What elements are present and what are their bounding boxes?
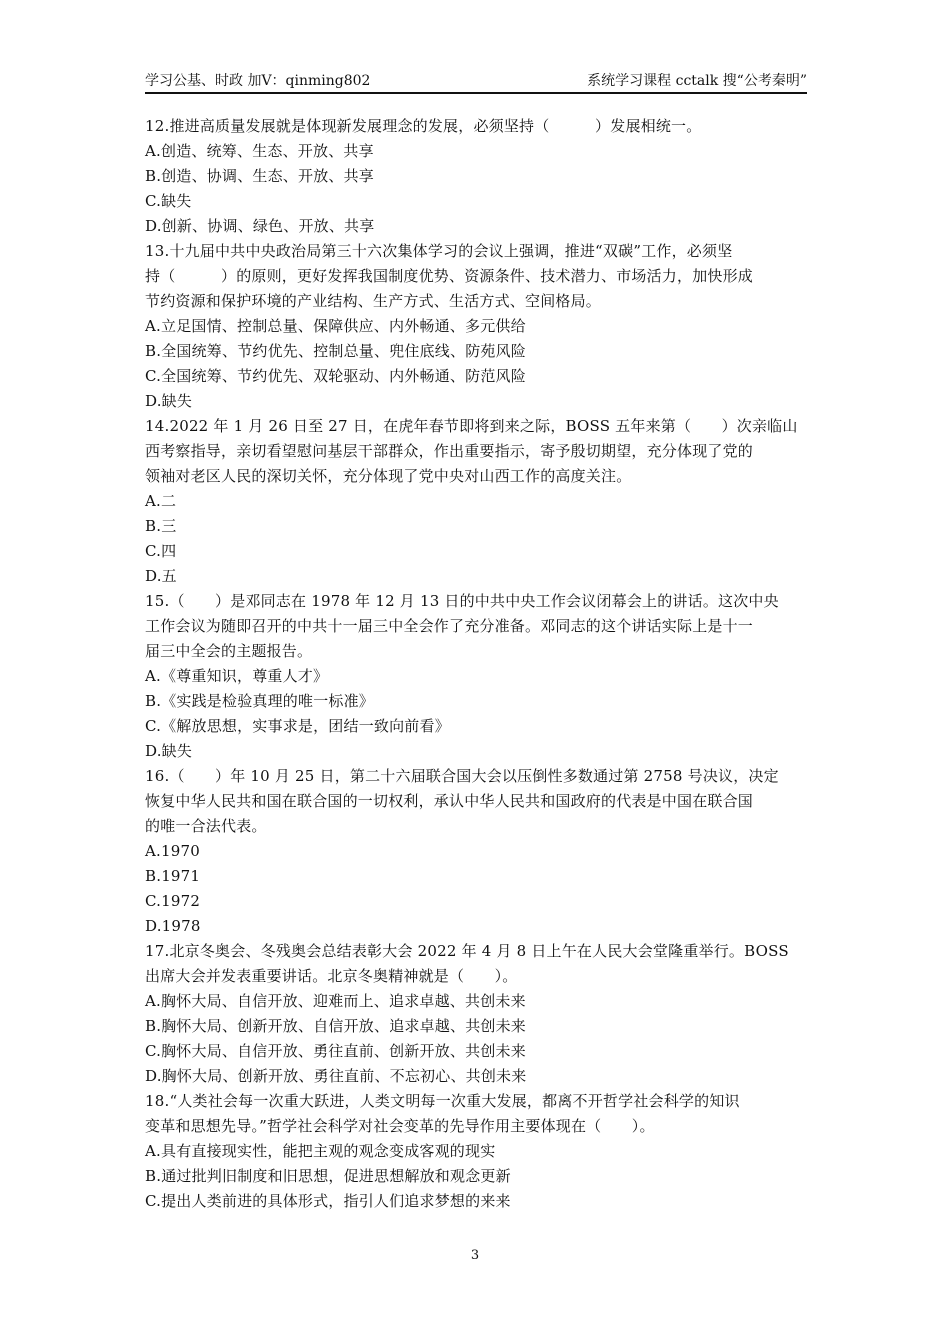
text-line: 领袖对老区人民的深切关怀，充分体现了党中央对山西工作的高度关注。 — [145, 467, 632, 485]
text-line: A.《尊重知识，尊重人才》 — [145, 667, 329, 685]
text-line: 12.推进高质量发展就是体现新发展理念的发展，必须坚持（ ）发展相统一。 — [145, 117, 702, 135]
text-line: C.1972 — [145, 892, 201, 910]
text-line: B.通过批判旧制度和旧思想，促进思想解放和观念更新 — [145, 1167, 511, 1185]
text-line: 的唯一合法代表。 — [145, 817, 267, 835]
text-line: C.四 — [145, 542, 177, 560]
text-line: D.缺失 — [145, 392, 193, 410]
text-line: A.胸怀大局、自信开放、迎难而上、追求卓越、共创未来 — [145, 992, 526, 1010]
text-line: 18.“人类社会每一次重大跃进，人类文明每一次重大发展，都离不开哲学社会科学的知识 — [145, 1092, 740, 1110]
text-line: B.《实践是检验真理的唯一标准》 — [145, 692, 374, 710]
page-number: 3 — [470, 1248, 480, 1263]
page-header — [145, 66, 807, 94]
text-line: A.具有直接现实性，能把主观的观念变成客观的现实 — [145, 1142, 496, 1160]
text-line: 西考察指导，亲切看望慰问基层干部群众，作出重要指示，寄予殷切期望，充分体现了党的 — [145, 442, 754, 460]
text-line: B.三 — [145, 517, 177, 535]
text-line: D.缺失 — [145, 742, 193, 760]
text-line: 节约资源和保护环境的产业结构、生产方式、生活方式、空间格局。 — [145, 292, 602, 310]
text-line: 届三中全会的主题报告。 — [145, 642, 313, 660]
text-line: C.缺失 — [145, 192, 192, 210]
text-line: 17.北京冬奥会、冬残奥会总结表彰大会 2022 年 4 月 8 日上午在人民大会堂隆重举行。BOSS — [145, 942, 789, 960]
text-line: 变革和思想先导。”哲学社会科学对社会变革的先导作用主要体现在（ ）。 — [145, 1117, 655, 1135]
text-line: B.1971 — [145, 867, 201, 885]
text-line: 出席大会并发表重要讲话。北京冬奥精神就是（ ）。 — [145, 967, 518, 985]
text-line: 工作会议为随即召开的中共十一届三中全会作了充分准备。邓同志的这个讲话实际上是十一 — [145, 617, 754, 635]
text-line: D.创新、协调、绿色、开放、共享 — [145, 217, 375, 235]
text-line: C.全国统筹、节约优先、双轮驱动、内外畅通、防范风险 — [145, 367, 526, 385]
text-line: C.提出人类前进的具体形式，指引人们追求梦想的来来 — [145, 1192, 511, 1210]
header-left-text: 学习公基、时政 加V：qinming802 — [145, 73, 371, 89]
text-line: B.胸怀大局、创新开放、自信开放、追求卓越、共创未来 — [145, 1017, 526, 1035]
text-line: 13.十九届中共中央政治局第三十六次集体学习的会议上强调，推进“双碳”工作，必须坚 — [145, 242, 733, 260]
text-line: B.创造、协调、生态、开放、共享 — [145, 167, 374, 185]
text-line: D.胸怀大局、创新开放、勇往直前、不忘初心、共创未来 — [145, 1067, 527, 1085]
text-line: 14.2022 年 1 月 26 日至 27 日，在虎年春节即将到来之际，BOSS 五年来第（ ）次亲临山 — [145, 417, 798, 435]
question-content — [145, 114, 807, 1214]
text-line: 恢复中华人民共和国在联合国的一切权利，承认中华人民共和国政府的代表是中国在联合国 — [145, 792, 754, 810]
text-line: 15.（ ）是邓同志在 1978 年 12 月 13 日的中共中央工作会议闭幕会上的讲话。这次中央 — [145, 592, 779, 610]
text-line: 16.（ ）年 10 月 25 日，第二十六届联合国大会以压倒性多数通过第 2758 号决议，决定 — [145, 767, 779, 785]
text-line: A.二 — [145, 492, 177, 510]
text-line: B.全国统筹、节约优先、控制总量、兜住底线、防苑风险 — [145, 342, 526, 360]
text-line: 持（ ）的原则，更好发挥我国制度优势、资源条件、技术潜力、市场活力，加快形成 — [145, 267, 754, 285]
header-right-text: 系统学习课程 cctalk 搜“公考秦明” — [587, 73, 807, 89]
text-line: D.五 — [145, 567, 177, 585]
text-line: C.胸怀大局、自信开放、勇往直前、创新开放、共创未来 — [145, 1042, 526, 1060]
text-line: A.创造、统筹、生态、开放、共享 — [145, 142, 374, 160]
text-line: A.1970 — [145, 842, 200, 860]
text-line: C.《解放思想，实事求是，团结一致向前看》 — [145, 717, 450, 735]
text-line: D.1978 — [145, 917, 201, 935]
text-line: A.立足国情、控制总量、保障供应、内外畅通、多元供给 — [145, 317, 526, 335]
